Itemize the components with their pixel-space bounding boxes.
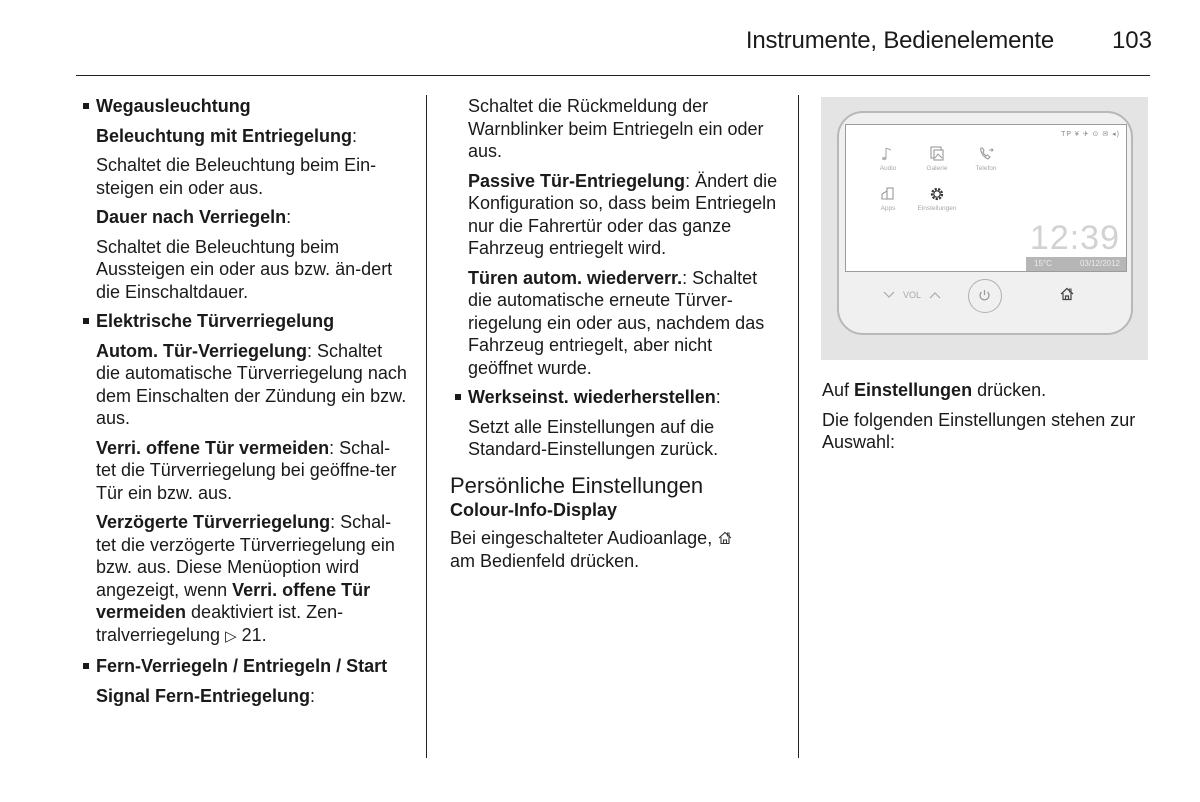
item-autom-tuer-verriegelung: Autom. Tür-Verriegelung: Schaltet die automatische Türverriegelung nach dem Einschalten der Zündung ein bzw. aus. (96, 340, 407, 428)
column-divider-1 (426, 95, 427, 758)
cross-reference-arrow-icon: ▷ (225, 627, 237, 645)
item-verri-offene-tuer: Verri. offene Tür vermeiden: Schal-tet die Türverriegelung bei geöffne-ter Tür ein bzw. aus. (96, 437, 397, 503)
app-galerie[interactable]: Galerie (915, 145, 959, 172)
text-einstellungen-druecken: Auf Einstellungen drücken. (822, 380, 1047, 400)
home-icon (717, 530, 733, 546)
clock-widget (1026, 213, 1126, 271)
section-title: Persönliche Einstellungen (450, 472, 704, 498)
clock-info-bar (1026, 257, 1126, 271)
column-3-text (822, 379, 1152, 461)
column-divider-2 (798, 95, 799, 758)
phone-icon (977, 145, 995, 163)
app-telefon[interactable]: Telefon (964, 145, 1008, 172)
column-1 (78, 95, 408, 714)
display-screen (845, 124, 1127, 272)
header-rule (76, 75, 1150, 76)
sub-title: Colour-Info-Display (450, 499, 617, 520)
temperature: 15°C (1034, 259, 1052, 268)
item-verzoegerte-tuerverriegelung: Verzögerte Türverriegelung: Schal-tet die verzögerte Türverriegelung ein bzw. aus. Diese Menüoption wird angezeigt, wenn Verri. offene Tür vermeiden deaktiviert ist. Zen-tralverriegelung ▷ 21. (78, 511, 408, 648)
bullet-werkseinstellungen: Werkseinst. wiederherstellen: (450, 386, 780, 409)
page-number: 103 (1111, 27, 1152, 54)
text-dauer-verriegeln: Schaltet die Beleuchtung beim Aussteigen ein oder aus bzw. än-dert die Einschaltdauer. (96, 236, 393, 302)
cross-reference-page: 21. (241, 624, 267, 645)
infotainment-display-illustration (821, 97, 1148, 360)
item-passive-tuer-entriegelung: Passive Tür-Entriegelung: Ändert die Konfiguration so, dass beim Entriegeln nur die Fahrertür oder das ganze Fahrzeug entriegelt wird. (468, 170, 778, 258)
control-panel (845, 277, 1125, 317)
vol-label: VOL (903, 290, 922, 300)
item-signal-fern-entriegelung: Signal Fern-Entriegelung: (96, 685, 316, 706)
power-icon (977, 288, 992, 303)
status-bar: TP ¥ ✈ ⊙ ✉ ◂) (1061, 131, 1120, 138)
item-beleuchtung-entriegelung: Beleuchtung mit Entriegelung: (96, 125, 358, 146)
app-apps[interactable]: Apps (866, 185, 910, 212)
volume-down-icon[interactable] (883, 291, 895, 299)
apps-icon (879, 185, 897, 203)
text-werkseinstellungen: Setzt alle Einstellungen auf die Standard-Einstellungen zurück. (468, 416, 719, 459)
music-note-icon (879, 145, 897, 163)
item-dauer-verriegeln: Dauer nach Verriegeln: (96, 207, 292, 227)
app-einstellungen[interactable]: Einstellungen (915, 185, 959, 212)
volume-up-icon[interactable] (929, 291, 941, 299)
app-audio[interactable]: Audio (866, 145, 910, 172)
home-button-icon[interactable] (1059, 286, 1075, 302)
text-audioanlage: Bei eingeschalteter Audioanlage, am Bedienfeld drücken. (450, 527, 780, 572)
gear-icon (928, 185, 946, 203)
gallery-icon (928, 145, 946, 163)
text-warnblinker: Schaltet die Rückmeldung der Warnblinker beim Entriegeln ein oder aus. (468, 96, 764, 161)
bullet-fern-verriegeln: Fern-Verriegeln / Entriegeln / Start (78, 655, 408, 678)
column-2 (450, 95, 780, 579)
item-tueren-autom-wiederverr: Türen autom. wiederverr.: Schaltet die automatische erneute Türver-riegelung ein oder aus, nachdem das Fahrzeug entriegelt, aber nicht geöffnet wurde. (468, 267, 765, 378)
text-folgende-einstellungen: Die folgenden Einstellungen stehen zur Auswahl: (822, 409, 1136, 452)
bullet-tuerverriegelung: Elektrische Türverriegelung (78, 310, 408, 333)
clock-time: 12:39 (1029, 219, 1120, 257)
power-button[interactable] (968, 279, 1002, 313)
bullet-wegausleuchtung: Wegausleuchtung (78, 95, 408, 118)
text-beleuchtung-entriegelung: Schaltet die Beleuchtung beim Ein-steigen ein oder aus. (96, 155, 377, 198)
date: 03/12/2012 (1079, 259, 1120, 268)
running-header-title: Instrumente, Bedienelemente (745, 27, 1054, 54)
